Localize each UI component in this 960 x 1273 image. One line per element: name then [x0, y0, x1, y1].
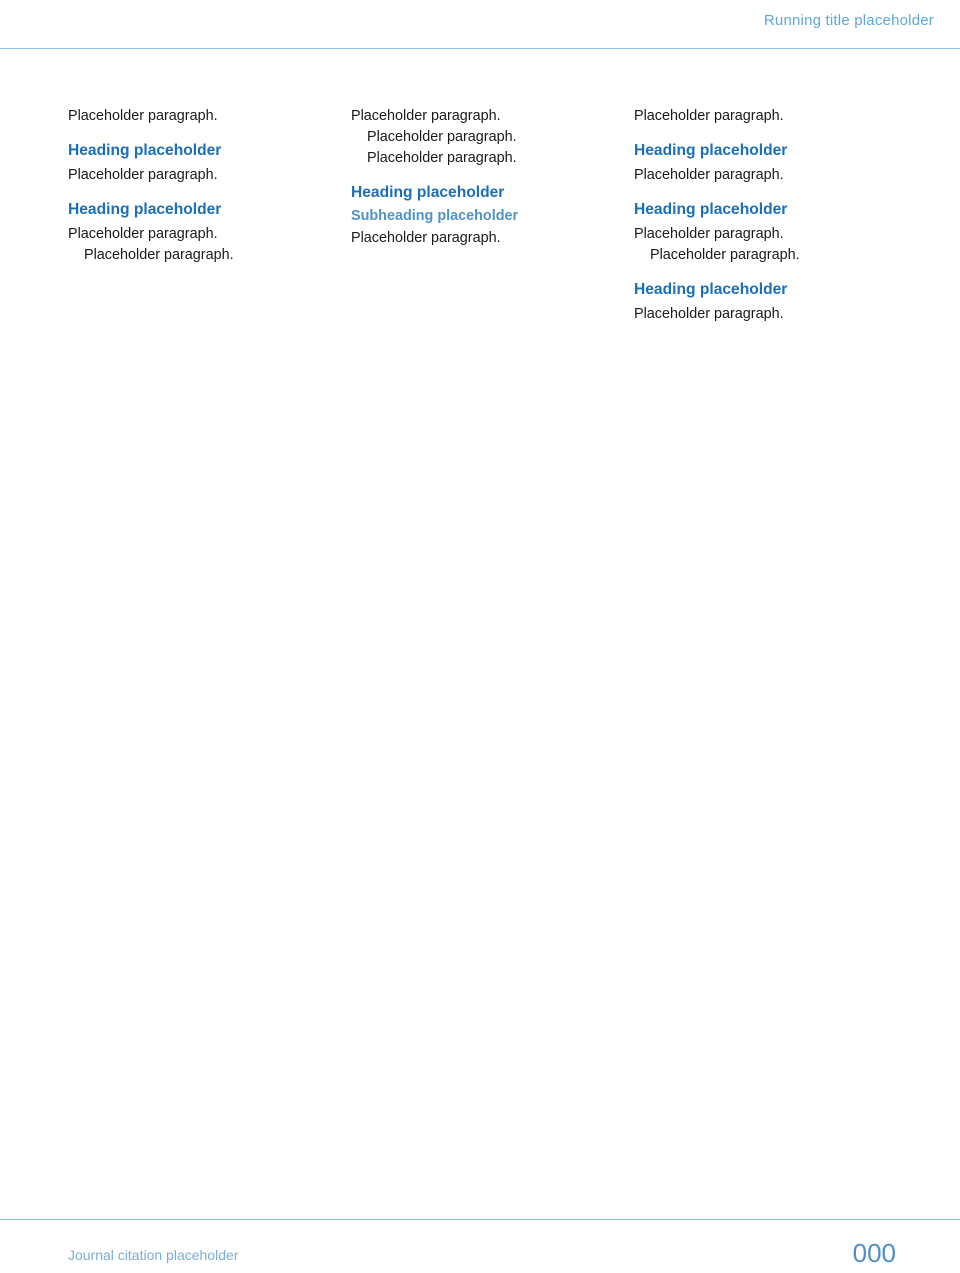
- text-column-3: [634, 106, 902, 325]
- body-paragraph: Placeholder paragraph.: [634, 226, 784, 242]
- section-heading: Heading placeholder: [351, 184, 505, 201]
- footer-journal-citation: Journal citation placeholder: [68, 1247, 239, 1263]
- body-paragraph: Placeholder paragraph.: [68, 226, 218, 242]
- body-paragraph: Placeholder paragraph.: [68, 167, 218, 183]
- section-heading: Heading placeholder: [634, 281, 788, 298]
- body-paragraph: Placeholder paragraph.: [367, 129, 517, 145]
- text-column-2: [351, 106, 619, 249]
- header-rule: [0, 48, 960, 49]
- body-paragraph: Placeholder paragraph.: [351, 108, 501, 124]
- running-header: Running title placeholder: [763, 12, 934, 29]
- section-heading: Heading placeholder: [68, 142, 222, 159]
- section-heading: Heading placeholder: [68, 201, 222, 218]
- body-paragraph: Placeholder paragraph.: [84, 247, 234, 263]
- body-paragraph: Placeholder paragraph.: [634, 167, 784, 183]
- section-heading: Heading placeholder: [634, 142, 788, 159]
- text-column-1: [68, 106, 336, 266]
- section-subheading: Subheading placeholder: [351, 208, 519, 224]
- body-paragraph: Placeholder paragraph.: [634, 306, 784, 322]
- page-number: 000: [852, 1238, 896, 1268]
- body-paragraph: Placeholder paragraph.: [351, 230, 501, 246]
- section-heading: Heading placeholder: [634, 201, 788, 218]
- body-paragraph: Placeholder paragraph.: [367, 150, 517, 166]
- body-paragraph: Placeholder paragraph.: [68, 108, 218, 124]
- body-paragraph: Placeholder paragraph.: [634, 108, 784, 124]
- footer-rule: [0, 1219, 960, 1220]
- body-paragraph: Placeholder paragraph.: [650, 247, 800, 263]
